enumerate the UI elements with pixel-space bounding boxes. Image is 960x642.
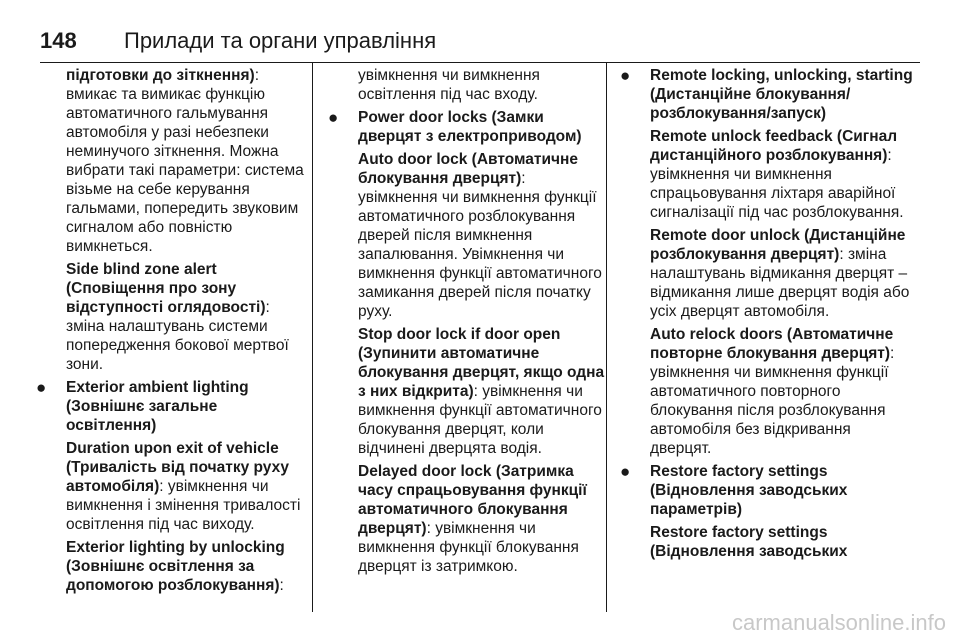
paragraph	[358, 325, 608, 458]
paragraph	[650, 226, 916, 321]
column-divider-1	[312, 62, 313, 612]
term: підготовки до зіткнення)	[66, 67, 255, 84]
paragraph	[650, 325, 916, 458]
bullet-icon: ●	[620, 66, 631, 85]
term: Side blind zone alert (Сповіщення про зону відступності оглядовості)	[66, 261, 266, 316]
list-item	[328, 108, 608, 146]
paragraph	[650, 66, 916, 123]
list-item	[620, 66, 916, 123]
term: Auto door lock (Автоматичне блокування дверцят)	[358, 151, 578, 187]
paragraph	[358, 150, 608, 321]
list-item	[36, 378, 310, 435]
column-2	[328, 66, 608, 580]
term: Delayed door lock (Затримка часу спрацьовування функції автоматичного блокування дверцят)	[358, 463, 587, 537]
term: Remote door unlock (Дистанційне розблокування дверцят)	[650, 227, 906, 263]
bullet-icon: ●	[328, 108, 339, 127]
description: : зміна налаштувань відмикання дверцят – відмикання лише дверцят водія або усіх дверцят автомобіля.	[650, 246, 910, 320]
term: Remote unlock feedback (Сигнал дистанційного розблокування)	[650, 128, 898, 164]
term: Restore factory settings (Відновлення заводських	[650, 524, 848, 560]
description: : зміна налаштувань системи попередження бокової мертвої зони.	[66, 299, 289, 373]
paragraph	[66, 260, 310, 374]
term: Exterior lighting by unlocking (Зовнішнє освітлення за допомогою розблокування)	[66, 539, 285, 594]
header-rule	[40, 62, 920, 63]
term: Restore factory settings (Відновлення заводських параметрів)	[650, 463, 848, 518]
paragraph	[650, 127, 916, 222]
paragraph	[650, 523, 916, 561]
paragraph	[650, 462, 916, 519]
term: Remote locking, unlocking, starting (Дистанційне блокування/розблокування/запуск)	[650, 67, 913, 122]
term: Auto relock doors (Автоматичне повторне блокування дверцят)	[650, 326, 894, 362]
paragraph	[66, 439, 310, 534]
description: : увімкнення чи вимкнення функції автоматичного блокування дверцят, коли відчинені дверцята водія.	[358, 383, 602, 457]
watermark[interactable]: carmanualsonline.info	[731, 610, 946, 635]
description: :	[279, 577, 284, 594]
term: Stop door lock if door open (Зупинити автоматичне блокування дверцят, якщо одна з них відкрита)	[358, 326, 605, 400]
column-1	[36, 66, 310, 599]
page-number: 148	[40, 28, 77, 53]
description: : вмикає та вимикає функцію автоматичного гальмування автомобіля у разі небезпеки неминучого зіткнення. Можна вибрати такі параметри: система візьме на себе керування гальмами, попередить звуковим сигналом або повністю вимкнеться.	[66, 67, 304, 255]
column-3	[620, 66, 916, 565]
term: Power door locks (Замки дверцят з електроприводом)	[358, 109, 582, 145]
paragraph	[66, 538, 310, 595]
description: : увімкнення чи вимкнення спрацьовування ліхтаря аварійної сигналізації під час розблокування.	[650, 147, 904, 221]
paragraph	[358, 108, 608, 146]
paragraph	[358, 66, 608, 104]
bullet-icon: ●	[620, 462, 631, 481]
list-item	[620, 462, 916, 519]
page-header	[40, 28, 920, 64]
paragraph	[66, 66, 310, 256]
paragraph	[358, 462, 608, 576]
description: : увімкнення чи вимкнення функції автоматичного повторного блокування після розблокування автомобіля без відкривання дверцят.	[650, 345, 895, 457]
description: : увімкнення чи вимкнення функції блокування дверцят із затримкою.	[358, 520, 579, 575]
description: увімкнення чи вимкнення освітлення під час входу.	[358, 67, 540, 103]
term: Exterior ambient lighting (Зовнішнє загальне освітлення)	[66, 379, 249, 434]
description: : увімкнення чи вимкнення функції автоматичного розблокування дверей після вимкнення запалювання. Увімкнення чи вимкнення функції автоматичного замикання дверей після початку руху.	[358, 170, 602, 320]
term: Duration upon exit of vehicle (Тривалість від початку руху автомобіля)	[66, 440, 290, 495]
description: : увімкнення чи вимкнення і змінення тривалості освітлення під час виходу.	[66, 478, 301, 533]
paragraph	[66, 378, 310, 435]
page-title: Прилади та органи управління	[124, 28, 437, 53]
bullet-icon: ●	[36, 378, 47, 397]
